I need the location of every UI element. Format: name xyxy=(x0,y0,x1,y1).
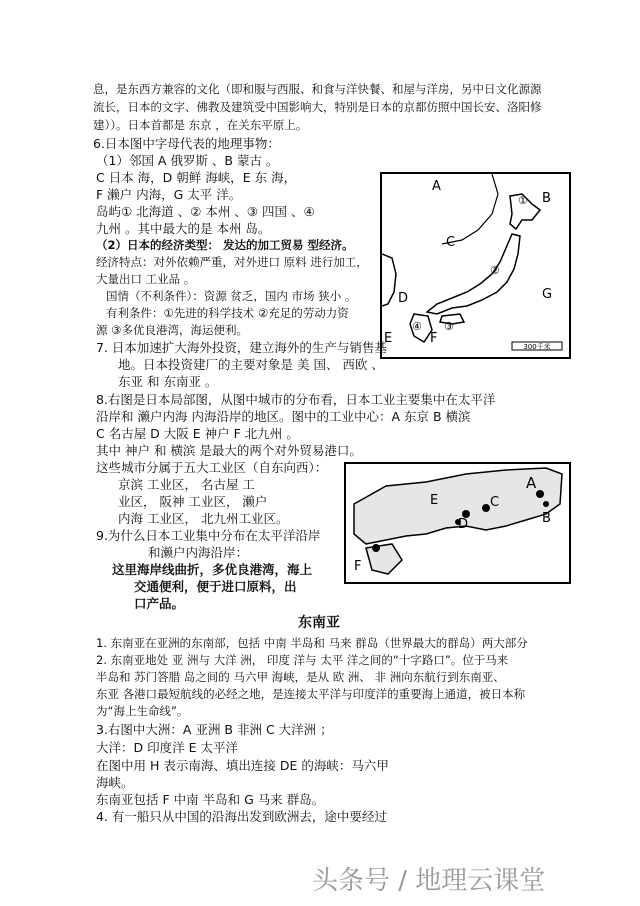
map1-island-3: ③ xyxy=(444,320,454,333)
sea-p3d: 海峡。 xyxy=(96,775,134,790)
map1-label-e: E xyxy=(384,331,393,346)
sea-p3e: 东南亚包括 F 中南 半岛和 G 马来 群岛。 xyxy=(96,792,325,807)
japan-map xyxy=(380,172,571,359)
map2-label-d: D xyxy=(458,517,469,532)
map2-label-b: B xyxy=(542,511,551,526)
q6-line-7: 经济特点：对外依赖严重，对外进口 原料 进行加工， xyxy=(96,255,368,269)
map1-label-a: A xyxy=(432,179,441,194)
sea-p3a: 3.右图中大洲：A 亚洲 B 非洲 C 大洋洲 ； xyxy=(96,722,333,737)
q7-line-2: 地。日本投资建厂的主要对象是 美 国、 西欧 、 xyxy=(118,357,384,372)
q6-line-8: 大量出口 工业品 。 xyxy=(96,272,196,286)
map1-label-c: C xyxy=(446,235,456,250)
q8-line-3: C 名古屋 D 大阪 E 神户 F 北九州 。 xyxy=(96,426,299,441)
sea-p2b: 半岛和 苏门答腊 岛之间的 马六甲 海峡，是从 欧 洲、 非 洲向东航行到东南亚、 xyxy=(96,670,505,684)
watermark: 头条号 / 地理云课堂 xyxy=(312,866,546,896)
map1-label-f: F xyxy=(430,331,438,346)
sea-p1: 1. 东南亚在亚洲的东南部，包括 中南 半岛和 马来 群岛（世界最大的群岛）两大部分 xyxy=(96,636,528,650)
sea-p3b: 大洋：D 印度洋 E 太平洋 xyxy=(96,740,238,755)
map2-label-c: C xyxy=(490,495,500,510)
q6-line-2: C 日本 海，D 朝鲜 海峡，E 东 海， xyxy=(96,170,297,185)
q8-line-4: 其中 神户 和 横滨 是最大的两个对外贸易港口。 xyxy=(96,443,362,458)
q6-line-6: （2）日本的经济类型： 发达的加工贸易 型经济。 xyxy=(96,238,354,252)
q8-line-8: 内海 工业区， 北九州工业区。 xyxy=(118,511,289,526)
q9-answer-2: 交通便利，便于进口原料，出 xyxy=(134,579,297,594)
q9-answer-1: 这里海岸线曲折，多优良港湾，海上 xyxy=(112,562,313,577)
industry-map-svg xyxy=(346,464,569,582)
section-heading: 东南亚 xyxy=(298,615,340,631)
sea-p2d: 为“海上生命线”。 xyxy=(96,704,189,718)
q9-line-2: 和濑户内海沿岸： xyxy=(148,545,249,560)
q6-line-9: 国情（不利条件）：资源 贫乏，国内 市场 狭小 。 xyxy=(106,289,357,303)
q6-line-5: 九州 。其中最大的是 本州 岛。 xyxy=(96,221,271,236)
map1-island-4: ④ xyxy=(412,320,422,333)
map1-island-1: ① xyxy=(518,194,528,207)
scale-label: 300千米 xyxy=(523,343,551,351)
sea-p2a: 2. 东南亚地处 亚 洲与 大洋 洲， 印度 洋与 太平 洋之间的“十字路口”。位于马来 xyxy=(96,653,509,667)
map1-label-g: G xyxy=(542,287,553,302)
q8-line-7: 业区， 阪神 工业区， 濑户 xyxy=(118,494,268,509)
q9-answer-3: 口产品。 xyxy=(134,596,185,611)
sea-p4: 4. 有一船只从中国的沿海出发到欧洲去，途中要经过 xyxy=(96,809,387,824)
q6-line-3: F 濑户 内海，G 太平 洋。 xyxy=(96,187,242,202)
map2-label-e: E xyxy=(430,493,439,508)
q9-line-1: 9.为什么日本工业集中分布在太平洋沿岸 xyxy=(96,528,321,543)
q8-line-5: 这些城市分属于五大工业区（自东向西）： xyxy=(96,460,328,475)
map1-label-d: D xyxy=(398,291,409,306)
q6-line-1: （1）邻国 A 俄罗斯 、B 蒙古 。 xyxy=(96,153,279,168)
q6-line-11: 源 ③多优良港湾，海运便利。 xyxy=(96,323,248,337)
map2-label-f: F xyxy=(354,559,362,574)
q6-title: 6.日本图中字母代表的地理事物： xyxy=(93,136,280,151)
q6-line-10: 有利条件：①先进的科学技术 ②充足的劳动力资 xyxy=(106,306,349,320)
q8-line-6: 京滨 工业区， 名古屋 工 xyxy=(118,477,255,492)
sea-p3c: 在图中用 H 表示南海、填出连接 DE 的海峡：马六甲 xyxy=(96,758,389,773)
japan-map-svg xyxy=(382,174,569,357)
map1-label-b: B xyxy=(542,191,551,206)
q8-line-1: 8.右图是日本局部图，从图中城市的分布看，日本工业主要集中在太平洋 xyxy=(96,392,496,407)
intro-line-2: 流长，日本的文字、佛教及建筑受中国影响大，特别是日本的京都仿照中国长安、洛阳修 xyxy=(93,100,542,114)
q8-line-2: 沿岸和 濑户内海 内海沿岸的地区。图中的工业中心：A 东京 B 横滨 xyxy=(96,409,471,424)
intro-line-3: 建））。日本首都是 东京 ，在关东平原上。 xyxy=(93,118,308,132)
q7-line-1: 7. 日本加速扩大海外投资，建立海外的生产与销售基 xyxy=(96,340,387,355)
intro-line-1: 息，是东西方兼容的文化（即和服与西服、和食与洋快餐、和屋与洋房，另中日文化源源 xyxy=(93,82,542,96)
q7-line-3: 东亚 和 东南亚 。 xyxy=(118,374,218,389)
sea-p2c: 东亚 各港口最短航线的必经之地，是连接太平洋与印度洋的重要海上通道，被日本称 xyxy=(96,687,526,701)
map1-island-2: ② xyxy=(490,264,500,277)
q6-line-4: 岛屿① 北海道 、② 本州 、③ 四国 、④ xyxy=(96,204,315,219)
map2-label-a: A xyxy=(526,474,537,492)
industry-map xyxy=(344,462,571,584)
